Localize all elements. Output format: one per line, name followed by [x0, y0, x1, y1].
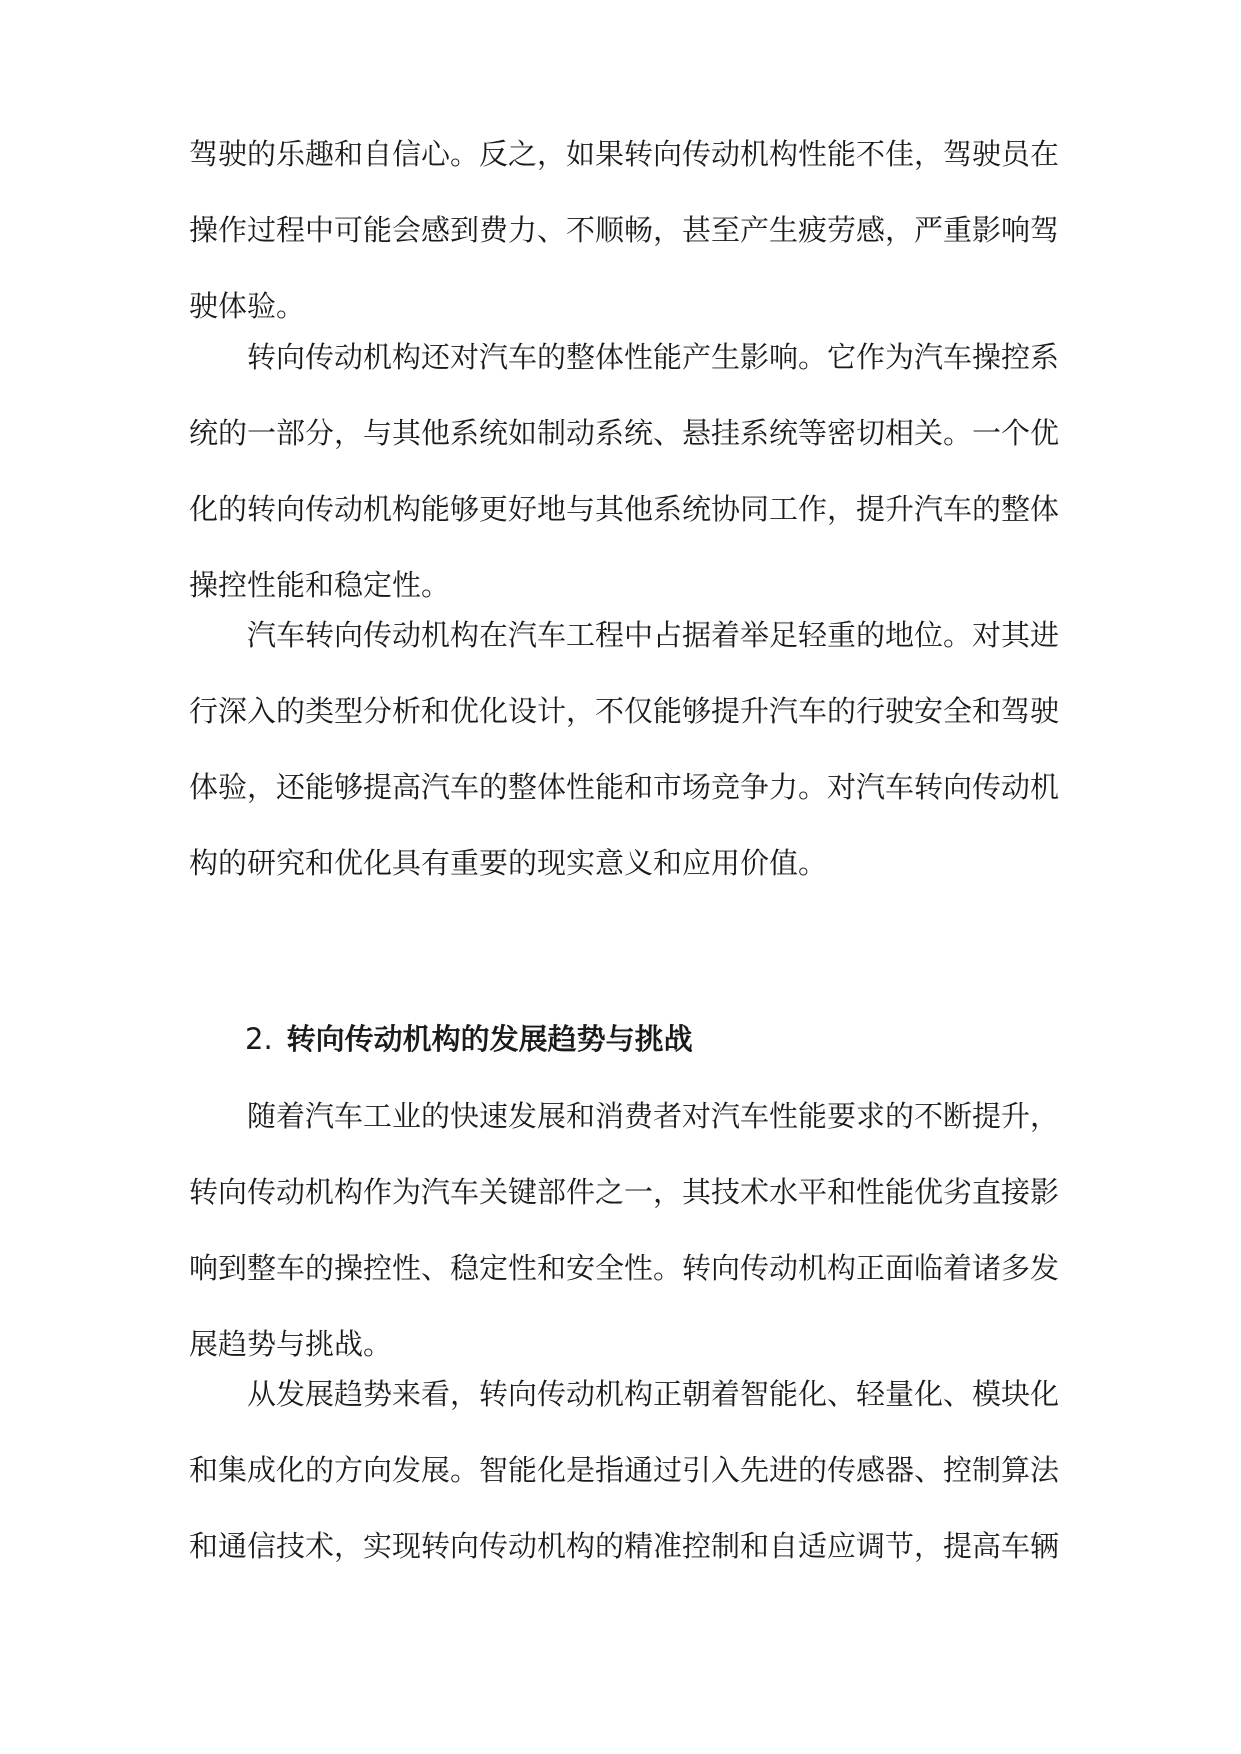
text-line: 汽车转向传动机构在汽车工程中占据着举足轻重的地位。对其进	[189, 618, 1060, 652]
section-number: 2.	[245, 1022, 273, 1056]
text-line: 统的一部分，与其他系统如制动系统、悬挂系统等密切相关。一个优	[189, 416, 1060, 450]
section-title: 转向传动机构的发展趋势与挑战	[286, 1022, 693, 1056]
paragraph-driving-experience	[189, 116, 1059, 344]
text-line: 驶体验。	[189, 289, 306, 323]
paragraph-importance	[189, 597, 1059, 901]
text-line: 转向传动机构还对汽车的整体性能产生影响。它作为汽车操控系	[189, 340, 1060, 374]
text-line: 随着汽车工业的快速发展和消费者对汽车性能要求的不断提升，	[189, 1099, 1060, 1133]
text-line: 从发展趋势来看，转向传动机构正朝着智能化、轻量化、模块化	[189, 1377, 1060, 1411]
text-line: 体验，还能够提高汽车的整体性能和市场竞争力。对汽车转向传动机	[189, 770, 1060, 804]
section-heading	[245, 1001, 693, 1077]
text-line: 操作过程中可能会感到费力、不顺畅，甚至产生疲劳感，严重影响驾	[189, 213, 1060, 247]
text-line: 和通信技术，实现转向传动机构的精准控制和自适应调节，提高车辆	[189, 1529, 1060, 1563]
paragraph-overall-performance	[189, 319, 1059, 623]
text-line: 响到整车的操控性、稳定性和安全性。转向传动机构正面临着诸多发	[189, 1251, 1060, 1285]
text-line: 转向传动机构作为汽车关键部件之一，其技术水平和性能优劣直接影	[189, 1175, 1060, 1209]
text-line: 构的研究和优化具有重要的现实意义和应用价值。	[189, 846, 828, 880]
text-line: 操控性能和稳定性。	[189, 568, 451, 602]
text-line: 展趋势与挑战。	[189, 1327, 393, 1361]
paragraph-trends	[189, 1356, 1059, 1584]
paragraph-industry-development	[189, 1078, 1059, 1382]
text-line: 行深入的类型分析和优化设计，不仅能够提升汽车的行驶安全和驾驶	[189, 694, 1060, 728]
text-line: 化的转向传动机构能够更好地与其他系统协同工作，提升汽车的整体	[189, 492, 1060, 526]
text-line: 和集成化的方向发展。智能化是指通过引入先进的传感器、控制算法	[189, 1453, 1060, 1487]
text-line: 驾驶的乐趣和自信心。反之，如果转向传动机构性能不佳，驾驶员在	[189, 137, 1060, 171]
